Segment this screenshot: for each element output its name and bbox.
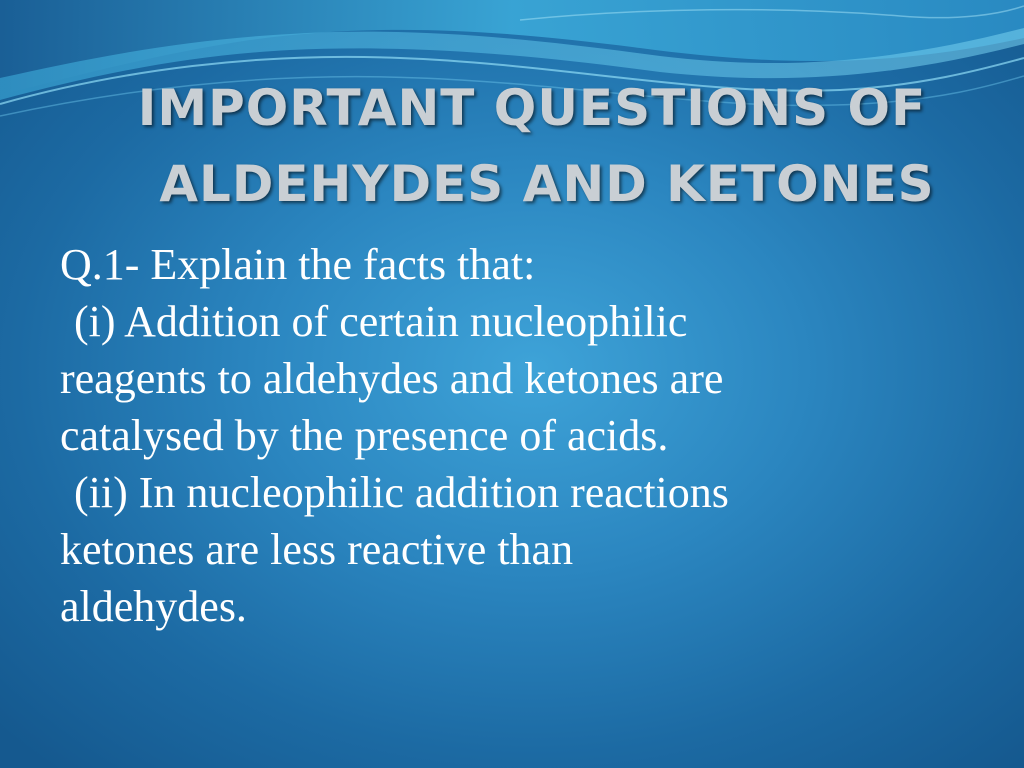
title-line-1: IMPORTANT QUESTIONS OF — [137, 79, 927, 137]
part-ii-line-2: ketones are less reactive than — [60, 525, 574, 574]
slide-body — [60, 236, 940, 635]
title-line-2: ALDEHYDES AND KETONES — [159, 155, 935, 213]
part-i-line-2: reagents to aldehydes and ketones are — [60, 354, 724, 403]
part-i-line-1: (i) Addition of certain nucleophilic — [74, 297, 688, 346]
slide-title — [0, 70, 1024, 222]
question-heading: Q.1- Explain the facts that: — [60, 240, 536, 289]
part-i-line-3: catalysed by the presence of acids. — [60, 411, 669, 460]
part-ii-line-1: (ii) In nucleophilic addition reactions — [74, 468, 729, 517]
part-ii-line-3: aldehydes. — [60, 582, 247, 631]
